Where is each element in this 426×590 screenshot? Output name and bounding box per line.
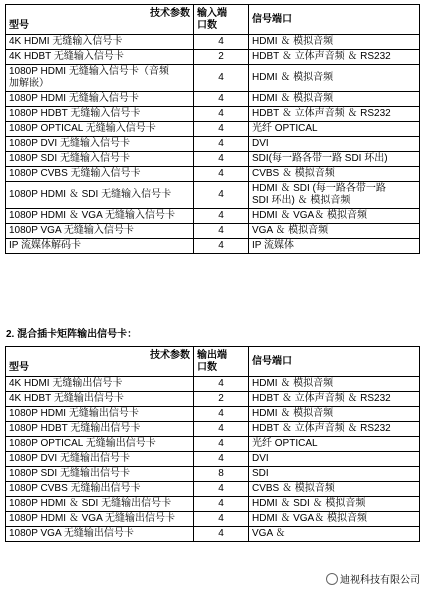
table-row xyxy=(6,152,420,167)
table-row xyxy=(6,482,420,497)
model-cell: 4K HDMI 无缝输出信号卡 xyxy=(6,377,194,392)
port-count-cell: 8 xyxy=(194,467,249,482)
watermark xyxy=(326,571,420,586)
table-row xyxy=(6,224,420,239)
input-card-spec-table xyxy=(5,4,420,254)
port-count-cell: 4 xyxy=(194,152,249,167)
signal-ports-cell: VGA ＆ 模拟音频 xyxy=(249,224,420,239)
header-params-label: 技术参数 xyxy=(150,349,190,361)
port-count-cell: 4 xyxy=(194,497,249,512)
model-cell: 4K HDMI 无缝输入信号卡 xyxy=(6,35,194,50)
signal-ports-cell: IP 流媒体 xyxy=(249,239,420,254)
port-count-cell: 4 xyxy=(194,452,249,467)
header-signal-ports-label: 信号端口 xyxy=(249,5,420,35)
port-count-cell: 4 xyxy=(194,422,249,437)
signal-ports-cell: CVBS ＆ 模拟音频 xyxy=(249,167,420,182)
port-count-cell: 4 xyxy=(194,482,249,497)
table-row xyxy=(6,497,420,512)
table-row xyxy=(6,239,420,254)
signal-ports-cell: HDMI ＆ VGA＆ 模拟音频 xyxy=(249,512,420,527)
port-count-cell: 4 xyxy=(194,224,249,239)
signal-ports-cell: SDI xyxy=(249,467,420,482)
signal-ports-cell: HDMI ＆ 模拟音频 xyxy=(249,407,420,422)
port-count-cell: 4 xyxy=(194,407,249,422)
model-cell: 1080P HDMI 无缝输入信号卡 xyxy=(6,92,194,107)
table-row xyxy=(6,512,420,527)
signal-ports-cell: 光纤 OPTICAL xyxy=(249,437,420,452)
signal-ports-cell: HDMI ＆ VGA＆ 模拟音频 xyxy=(249,209,420,224)
port-count-cell: 4 xyxy=(194,122,249,137)
header-port-count-label: 输出端 口数 xyxy=(194,347,249,377)
model-cell: 1080P OPTICAL 无缝输入信号卡 xyxy=(6,122,194,137)
signal-ports-cell: HDMI ＆ SDI (每一路各带一路 SDI 环出) ＆ 模拟音频 xyxy=(249,182,420,209)
header-port-count-label: 输入端 口数 xyxy=(194,5,249,35)
port-count-cell: 4 xyxy=(194,437,249,452)
port-count-cell: 4 xyxy=(194,209,249,224)
watermark-logo-icon xyxy=(326,573,338,585)
model-cell: IP 流媒体解码卡 xyxy=(6,239,194,254)
model-cell: 1080P DVI 无缝输入信号卡 xyxy=(6,137,194,152)
header-signal-ports-label: 信号端口 xyxy=(249,347,420,377)
signal-ports-cell: HDMI ＆ SDI ＆ 模拟音频 xyxy=(249,497,420,512)
model-cell: 1080P OPTICAL 无缝输出信号卡 xyxy=(6,437,194,452)
signal-ports-cell: CVBS ＆ 模拟音频 xyxy=(249,482,420,497)
table-row xyxy=(6,137,420,152)
table-row xyxy=(6,50,420,65)
model-cell: 1080P HDBT 无缝输入信号卡 xyxy=(6,107,194,122)
model-cell: 1080P HDMI 无缝输入信号卡（音频 加解嵌） xyxy=(6,65,194,92)
signal-ports-cell: HDMI ＆ 模拟音频 xyxy=(249,377,420,392)
table-row xyxy=(6,437,420,452)
signal-ports-cell: SDI(每一路各带一路 SDI 环出) xyxy=(249,152,420,167)
table-row xyxy=(6,182,420,209)
table-row xyxy=(6,65,420,92)
port-count-cell: 4 xyxy=(194,512,249,527)
model-cell: 4K HDBT 无缝输入信号卡 xyxy=(6,50,194,65)
model-cell: 1080P VGA 无缝输出信号卡 xyxy=(6,527,194,542)
header-model-label: 型号 xyxy=(9,19,29,31)
table-row xyxy=(6,407,420,422)
port-count-cell: 4 xyxy=(194,107,249,122)
signal-ports-cell: HDMI ＆ 模拟音频 xyxy=(249,35,420,50)
port-count-cell: 4 xyxy=(194,239,249,254)
table-row xyxy=(6,122,420,137)
header-params-model-cell xyxy=(6,5,194,35)
port-count-cell: 4 xyxy=(194,527,249,542)
output-card-spec-table xyxy=(5,346,420,542)
port-count-cell: 4 xyxy=(194,35,249,50)
signal-ports-cell: HDBT ＆ 立体声音频 ＆ RS232 xyxy=(249,50,420,65)
model-cell: 1080P CVBS 无缝输入信号卡 xyxy=(6,167,194,182)
model-cell: 1080P SDI 无缝输入信号卡 xyxy=(6,152,194,167)
table-row xyxy=(6,92,420,107)
header-params-model-cell xyxy=(6,347,194,377)
model-cell: 1080P HDMI 无缝输出信号卡 xyxy=(6,407,194,422)
model-cell: 1080P HDMI ＆ SDI 无缝输出信号卡 xyxy=(6,497,194,512)
table-row xyxy=(6,527,420,542)
table-row xyxy=(6,452,420,467)
model-cell: 1080P HDMI ＆ SDI 无缝输入信号卡 xyxy=(6,182,194,209)
model-cell: 1080P DVI 无缝输出信号卡 xyxy=(6,452,194,467)
port-count-cell: 4 xyxy=(194,65,249,92)
port-count-cell: 4 xyxy=(194,182,249,209)
signal-ports-cell: HDBT ＆ 立体声音频 ＆ RS232 xyxy=(249,422,420,437)
table-header-row xyxy=(6,5,420,35)
port-count-cell: 2 xyxy=(194,392,249,407)
watermark-text: 迪视科技有限公司 xyxy=(340,575,420,586)
model-cell: 1080P HDBT 无缝输出信号卡 xyxy=(6,422,194,437)
signal-ports-cell: HDBT ＆ 立体声音频 ＆ RS232 xyxy=(249,107,420,122)
model-cell: 4K HDBT 无缝输出信号卡 xyxy=(6,392,194,407)
signal-ports-cell: HDMI ＆ 模拟音频 xyxy=(249,92,420,107)
model-cell: 1080P HDMI ＆ VGA 无缝输出信号卡 xyxy=(6,512,194,527)
section-title-output-cards: 2. 混合插卡矩阵输出信号卡： xyxy=(6,329,138,340)
table-row xyxy=(6,467,420,482)
model-cell: 1080P SDI 无缝输出信号卡 xyxy=(6,467,194,482)
port-count-cell: 4 xyxy=(194,92,249,107)
signal-ports-cell: 光纤 OPTICAL xyxy=(249,122,420,137)
model-cell: 1080P HDMI ＆ VGA 无缝输入信号卡 xyxy=(6,209,194,224)
signal-ports-cell: HDBT ＆ 立体声音频 ＆ RS232 xyxy=(249,392,420,407)
table-header-row xyxy=(6,347,420,377)
table-row xyxy=(6,209,420,224)
port-count-cell: 4 xyxy=(194,137,249,152)
header-params-label: 技术参数 xyxy=(150,7,190,19)
table-row xyxy=(6,35,420,50)
model-cell: 1080P VGA 无缝输入信号卡 xyxy=(6,224,194,239)
signal-ports-cell: DVI xyxy=(249,452,420,467)
table-row xyxy=(6,392,420,407)
port-count-cell: 4 xyxy=(194,167,249,182)
table-row xyxy=(6,422,420,437)
table-row xyxy=(6,167,420,182)
table-row xyxy=(6,107,420,122)
signal-ports-cell: HDMI ＆ 模拟音频 xyxy=(249,65,420,92)
signal-ports-cell: VGA ＆ xyxy=(249,527,420,542)
header-model-label: 型号 xyxy=(9,361,29,373)
model-cell: 1080P CVBS 无缝输出信号卡 xyxy=(6,482,194,497)
port-count-cell: 4 xyxy=(194,377,249,392)
port-count-cell: 2 xyxy=(194,50,249,65)
table-row xyxy=(6,377,420,392)
signal-ports-cell: DVI xyxy=(249,137,420,152)
